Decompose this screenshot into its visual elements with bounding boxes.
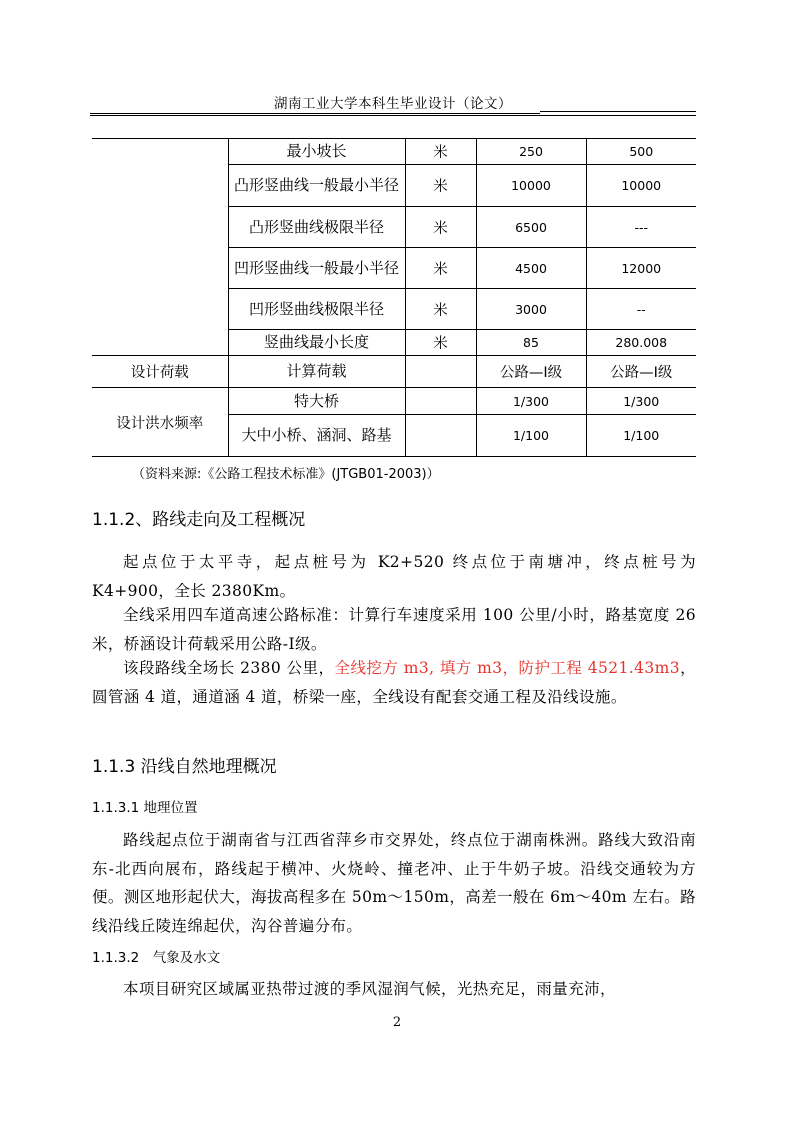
value-cell: 10000	[586, 165, 696, 207]
value-cell: 6500	[476, 207, 586, 248]
design-standards-table	[92, 138, 696, 457]
unit-cell	[405, 356, 476, 388]
value-cell: 280.008	[586, 330, 696, 356]
value-cell: 500	[586, 139, 696, 165]
header-rule-right	[540, 111, 696, 112]
value-cell: 1/300	[476, 388, 586, 415]
page-header-title: 湖南工业大学本科生毕业设计（论文）	[274, 96, 512, 112]
value-cell: 10000	[476, 165, 586, 207]
header-rule-thin	[90, 115, 696, 116]
table-row	[92, 388, 696, 415]
value-cell: 3000	[476, 289, 586, 330]
item-cell: 凹形竖曲线一般最小半径	[233, 258, 399, 277]
value-cell: 4500	[476, 248, 586, 289]
item-cell: 竖曲线最小长度	[263, 333, 369, 351]
category-cell: 设计洪水频率	[92, 388, 228, 457]
unit-cell	[405, 415, 476, 457]
section-heading-1-1-3-2: 1.1.3.2 气象及水文	[92, 950, 221, 966]
unit-cell: 米	[405, 207, 476, 248]
value-cell: 250	[476, 139, 586, 165]
section-heading-1-1-2: 1.1.2、路线走向及工程概况	[92, 510, 306, 530]
table-row	[92, 139, 696, 165]
table-row	[92, 356, 696, 388]
page-number: 2	[392, 1015, 402, 1030]
paragraph-route-standard: 全线采用四车道高速公路标准：计算行车速度采用 100 公里/小时，路基宽度 26 米，桥涵设计荷载采用公路-Ⅰ级。	[92, 606, 696, 653]
unit-cell: 米	[405, 330, 476, 356]
value-cell: ---	[586, 207, 696, 248]
value-cell: --	[586, 289, 696, 330]
table-source-note: （资料来源:《公路工程技术标准》(JTGB01-2003)）	[132, 467, 440, 482]
item-cell: 计算荷载	[286, 362, 347, 380]
unit-cell: 米	[405, 248, 476, 289]
value-cell: 85	[476, 330, 586, 356]
value-cell: 1/300	[586, 388, 696, 415]
works-text-post: ，圆管涵 4 道，通道涵 4 道，桥梁一座，全线设有配套交通工程及沿线设施。	[92, 659, 696, 706]
value-cell: 公路—I级	[476, 356, 586, 388]
section-heading-1-1-3-1: 1.1.3.1 地理位置	[92, 800, 198, 816]
category-cell-empty	[92, 139, 228, 356]
unit-cell: 米	[405, 289, 476, 330]
unit-cell: 米	[405, 165, 476, 207]
unit-cell: 米	[405, 139, 476, 165]
paragraph-climate: 本项目研究区域属亚热带过渡的季风湿润气候，光热充足，雨量充沛，	[123, 980, 616, 998]
works-text-highlight: 全线挖方 m3, 填方 m3，防护工程 4521.43m3	[334, 659, 681, 677]
value-cell: 12000	[586, 248, 696, 289]
item-cell: 最小坡长	[286, 142, 347, 160]
paragraph-route-start-end: 起点位于太平寺，起点桩号为 K2+520 终点位于南塘冲，终点桩号为 K4+900，全长 2380Km。	[92, 553, 696, 600]
value-cell: 1/100	[476, 415, 586, 457]
header-rule-thick	[90, 113, 540, 114]
category-cell: 设计荷载	[92, 356, 228, 388]
paragraph-geography: 路线起点位于湖南省与江西省萍乡市交界处，终点位于湖南株洲。路线大致沿南东-北西向展布，路线起于横冲、火烧岭、撞老冲、止于牛奶子坡。沿线交通较为方便。测区地形起伏大，海拔高程多在 50m～150m，高差一般在 6m～40m 左右。路线沿线丘陵连绵起伏，沟谷普遍分布。	[92, 831, 696, 935]
item-cell: 凸形竖曲线一般最小半径	[233, 176, 399, 194]
works-text-pre: 该段路线全场长 2380 公里，	[123, 659, 335, 677]
item-cell: 凸形竖曲线极限半径	[248, 217, 384, 236]
section-heading-1-1-3: 1.1.3 沿线自然地理概况	[92, 757, 277, 777]
paragraph-route-works	[92, 654, 696, 711]
value-cell: 公路—I级	[586, 356, 696, 388]
item-cell: 特大桥	[293, 391, 339, 410]
item-cell: 大中小桥、涵洞、路基	[241, 426, 392, 444]
item-cell: 凹形竖曲线极限半径	[248, 299, 384, 318]
value-cell: 1/100	[586, 415, 696, 457]
unit-cell	[405, 388, 476, 415]
